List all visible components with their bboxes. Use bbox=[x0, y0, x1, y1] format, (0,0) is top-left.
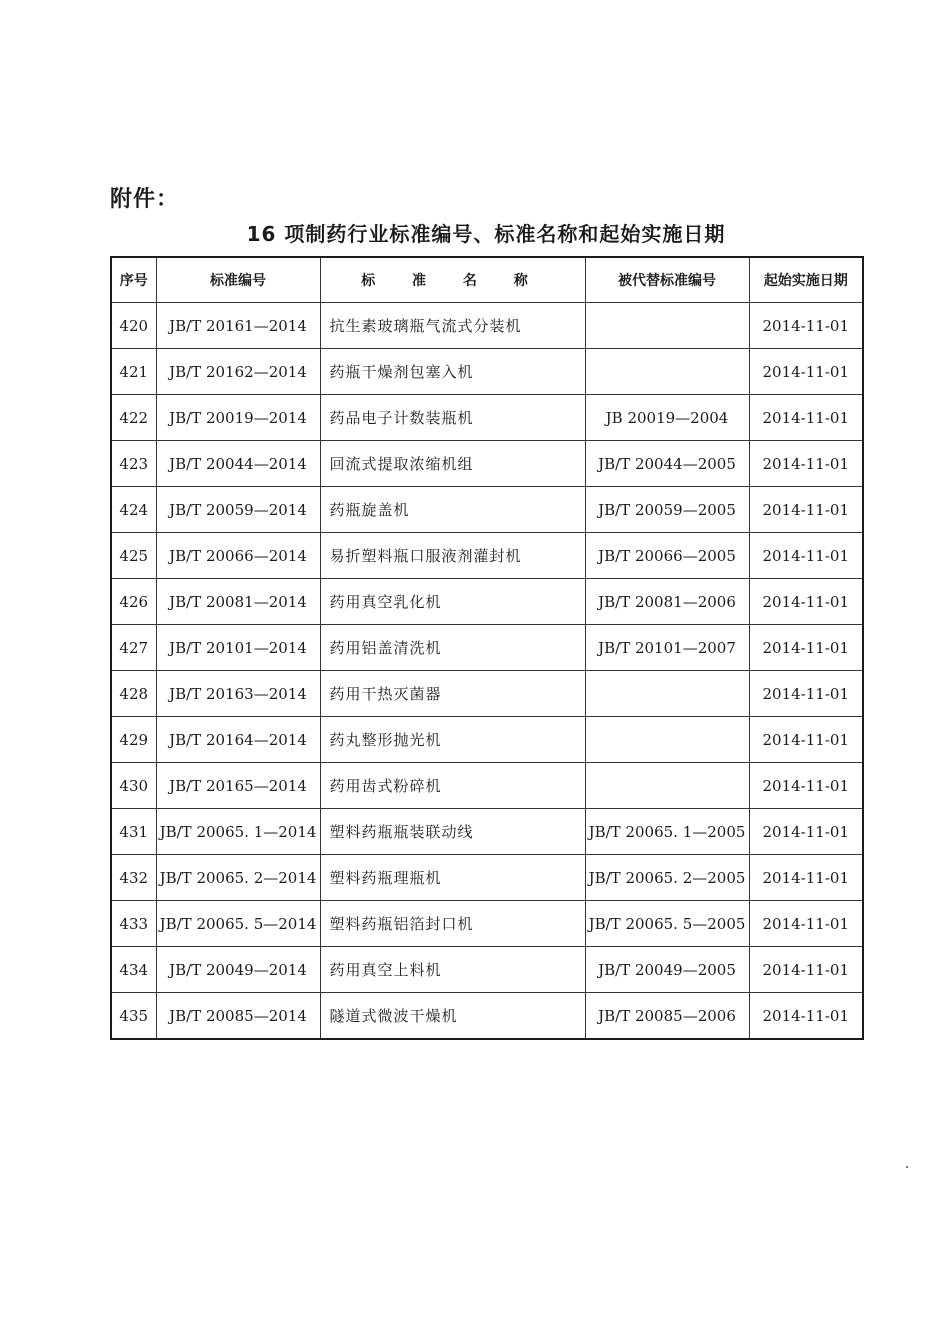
cell-std-no: JB/T 20165—2014 bbox=[156, 763, 320, 809]
header-std-no: 标准编号 bbox=[156, 257, 320, 303]
table-header-row bbox=[111, 257, 863, 303]
table-row bbox=[111, 303, 863, 349]
cell-replaced: JB/T 20065. 1—2005 bbox=[585, 809, 749, 855]
table-row bbox=[111, 625, 863, 671]
cell-std-no: JB/T 20101—2014 bbox=[156, 625, 320, 671]
cell-replaced bbox=[585, 349, 749, 395]
cell-replaced: JB/T 20065. 2—2005 bbox=[585, 855, 749, 901]
cell-seq: 430 bbox=[111, 763, 156, 809]
cell-replaced bbox=[585, 671, 749, 717]
cell-seq: 428 bbox=[111, 671, 156, 717]
cell-std-name: 药用真空上料机 bbox=[320, 947, 585, 993]
table-row bbox=[111, 809, 863, 855]
cell-std-no: JB/T 20085—2014 bbox=[156, 993, 320, 1040]
cell-start-date: 2014-11-01 bbox=[749, 855, 863, 901]
cell-replaced: JB/T 20085—2006 bbox=[585, 993, 749, 1040]
cell-std-no: JB/T 20081—2014 bbox=[156, 579, 320, 625]
cell-seq: 432 bbox=[111, 855, 156, 901]
cell-start-date: 2014-11-01 bbox=[749, 717, 863, 763]
table-row bbox=[111, 579, 863, 625]
table-row bbox=[111, 671, 863, 717]
cell-start-date: 2014-11-01 bbox=[749, 441, 863, 487]
cell-replaced: JB/T 20065. 5—2005 bbox=[585, 901, 749, 947]
cell-seq: 431 bbox=[111, 809, 156, 855]
cell-seq: 424 bbox=[111, 487, 156, 533]
standards-table bbox=[110, 256, 864, 1040]
table-row bbox=[111, 901, 863, 947]
cell-seq: 427 bbox=[111, 625, 156, 671]
cell-seq: 422 bbox=[111, 395, 156, 441]
table-row bbox=[111, 487, 863, 533]
cell-std-name: 药瓶旋盖机 bbox=[320, 487, 585, 533]
cell-replaced bbox=[585, 763, 749, 809]
cell-seq: 425 bbox=[111, 533, 156, 579]
header-std-name: 标 准 名 称 bbox=[320, 257, 585, 303]
cell-std-name: 易折塑料瓶口服液剂灌封机 bbox=[320, 533, 585, 579]
cell-start-date: 2014-11-01 bbox=[749, 947, 863, 993]
attachment-label: 附件： bbox=[110, 187, 180, 212]
cell-seq: 435 bbox=[111, 993, 156, 1040]
cell-start-date: 2014-11-01 bbox=[749, 901, 863, 947]
cell-seq: 421 bbox=[111, 349, 156, 395]
cell-std-no: JB/T 20161—2014 bbox=[156, 303, 320, 349]
document-title: 16 项制药行业标准编号、标准名称和起始实施日期 bbox=[246, 222, 726, 246]
table-row bbox=[111, 395, 863, 441]
cell-std-name: 药用干热灭菌器 bbox=[320, 671, 585, 717]
cell-replaced: JB 20019—2004 bbox=[585, 395, 749, 441]
cell-std-name: 抗生素玻璃瓶气流式分装机 bbox=[320, 303, 585, 349]
cell-std-name: 药丸整形抛光机 bbox=[320, 717, 585, 763]
table-row bbox=[111, 441, 863, 487]
header-start-date: 起始实施日期 bbox=[749, 257, 863, 303]
table-row bbox=[111, 855, 863, 901]
cell-replaced: JB/T 20059—2005 bbox=[585, 487, 749, 533]
cell-replaced bbox=[585, 717, 749, 763]
table-row bbox=[111, 717, 863, 763]
cell-seq: 420 bbox=[111, 303, 156, 349]
cell-replaced: JB/T 20081—2006 bbox=[585, 579, 749, 625]
cell-std-name: 回流式提取浓缩机组 bbox=[320, 441, 585, 487]
cell-std-no: JB/T 20164—2014 bbox=[156, 717, 320, 763]
scan-speck bbox=[906, 1166, 908, 1168]
cell-seq: 433 bbox=[111, 901, 156, 947]
cell-start-date: 2014-11-01 bbox=[749, 809, 863, 855]
cell-start-date: 2014-11-01 bbox=[749, 579, 863, 625]
table-row bbox=[111, 993, 863, 1040]
cell-start-date: 2014-11-01 bbox=[749, 993, 863, 1040]
cell-seq: 426 bbox=[111, 579, 156, 625]
cell-std-no: JB/T 20065. 1—2014 bbox=[156, 809, 320, 855]
cell-std-no: JB/T 20065. 2—2014 bbox=[156, 855, 320, 901]
cell-std-name: 塑料药瓶理瓶机 bbox=[320, 855, 585, 901]
cell-start-date: 2014-11-01 bbox=[749, 349, 863, 395]
cell-std-no: JB/T 20163—2014 bbox=[156, 671, 320, 717]
cell-start-date: 2014-11-01 bbox=[749, 395, 863, 441]
cell-std-no: JB/T 20059—2014 bbox=[156, 487, 320, 533]
cell-start-date: 2014-11-01 bbox=[749, 533, 863, 579]
cell-std-no: JB/T 20049—2014 bbox=[156, 947, 320, 993]
cell-seq: 423 bbox=[111, 441, 156, 487]
cell-std-name: 塑料药瓶铝箔封口机 bbox=[320, 901, 585, 947]
cell-start-date: 2014-11-01 bbox=[749, 303, 863, 349]
table-row bbox=[111, 947, 863, 993]
header-replaced: 被代替标准编号 bbox=[585, 257, 749, 303]
header-seq: 序号 bbox=[111, 257, 156, 303]
table-row bbox=[111, 533, 863, 579]
cell-replaced: JB/T 20044—2005 bbox=[585, 441, 749, 487]
cell-std-name: 药用齿式粉碎机 bbox=[320, 763, 585, 809]
cell-seq: 434 bbox=[111, 947, 156, 993]
cell-std-no: JB/T 20065. 5—2014 bbox=[156, 901, 320, 947]
cell-std-name: 塑料药瓶瓶装联动线 bbox=[320, 809, 585, 855]
cell-start-date: 2014-11-01 bbox=[749, 625, 863, 671]
cell-std-name: 药瓶干燥剂包塞入机 bbox=[320, 349, 585, 395]
cell-std-name: 药用铝盖清洗机 bbox=[320, 625, 585, 671]
cell-start-date: 2014-11-01 bbox=[749, 763, 863, 809]
cell-seq: 429 bbox=[111, 717, 156, 763]
cell-std-name: 隧道式微波干燥机 bbox=[320, 993, 585, 1040]
cell-start-date: 2014-11-01 bbox=[749, 487, 863, 533]
table-body bbox=[111, 303, 863, 1040]
cell-replaced: JB/T 20066—2005 bbox=[585, 533, 749, 579]
cell-std-name: 药用真空乳化机 bbox=[320, 579, 585, 625]
table-row bbox=[111, 763, 863, 809]
cell-replaced: JB/T 20049—2005 bbox=[585, 947, 749, 993]
cell-std-no: JB/T 20066—2014 bbox=[156, 533, 320, 579]
cell-replaced: JB/T 20101—2007 bbox=[585, 625, 749, 671]
table-row bbox=[111, 349, 863, 395]
cell-replaced bbox=[585, 303, 749, 349]
cell-std-no: JB/T 20044—2014 bbox=[156, 441, 320, 487]
cell-std-no: JB/T 20019—2014 bbox=[156, 395, 320, 441]
cell-start-date: 2014-11-01 bbox=[749, 671, 863, 717]
cell-std-no: JB/T 20162—2014 bbox=[156, 349, 320, 395]
cell-std-name: 药品电子计数装瓶机 bbox=[320, 395, 585, 441]
